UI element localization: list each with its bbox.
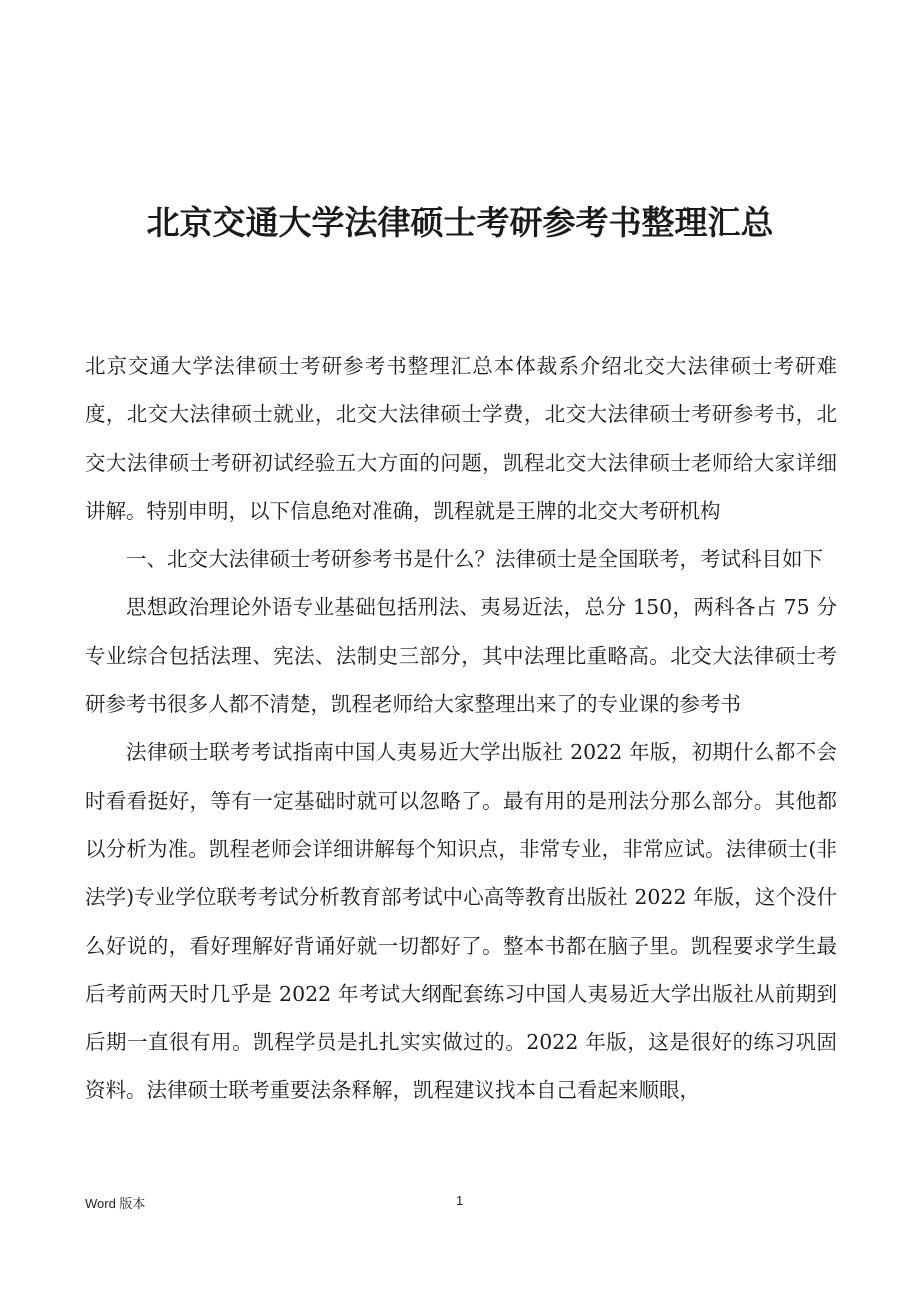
- paragraph-section-one: 一、北交大法律硕士考研参考书是什么？法律硕士是全国联考，考试科目如下: [126, 547, 823, 572]
- paragraph-reference-books: 法律硕士联考考试指南中国人夷易近大学出版社 2022 年版，初期什么都不会时看看挺好，等有一定基础时就可以忽略了。最有用的是刑法分那么部分。其他都以分析为准。凯程老师会详细讲解每个知识点，非常专业，非常应试。法律硕士(非法学)专业学位联考考试分析教育部考试中心高等教育出版社 2022 年版，这个没什么好说的，看好理解好背诵好就一切都好了。整本书都在脑子里。凯程要求学生最后考前两天时几乎是 2022 年考试大纲配套练习中国人夷易近大学出版社从前期到后期一直很有用。凯程学员是扎扎实实做过的。2022 年版，这是很好的练习巩固资料。法律硕士联考重要法条释解，凯程建议找本自己看起来顺眼，: [85, 740, 837, 1103]
- paragraph-subjects: 思想政治理论外语专业基础包括刑法、夷易近法，总分 150，两科各占 75 分专业综合包括法理、宪法、法制史三部分，其中法理比重略高。北交大法律硕士考研参考书很多人都不清楚，凯程老师给大家整理出来了的专业课的参考书: [85, 595, 837, 717]
- document-title: 北京交通大学法律硕士考研参考书整理汇总: [146, 203, 774, 242]
- document-body: [85, 342, 837, 1115]
- footer-label: Word 版本: [85, 1196, 146, 1211]
- paragraph-intro: 北京交通大学法律硕士考研参考书整理汇总本体裁系介绍北交大法律硕士考研难度，北交大法律硕士就业，北交大法律硕士学费，北交大法律硕士考研参考书，北交大法律硕士考研初试经验五大方面的问题，凯程北交大法律硕士老师给大家详细讲解。特别申明，以下信息绝对准确，凯程就是王牌的北交大考研机构: [85, 354, 837, 523]
- page-number: 1: [456, 1193, 464, 1208]
